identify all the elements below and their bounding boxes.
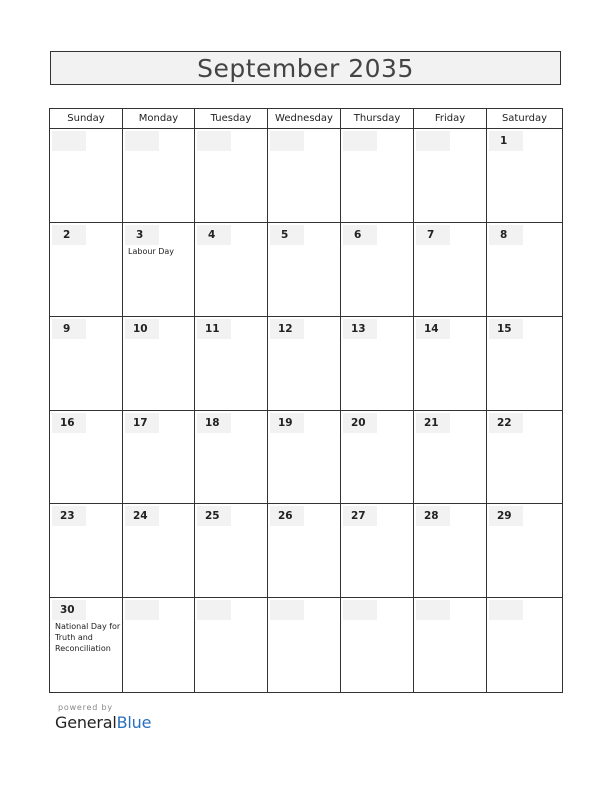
day-number — [125, 131, 159, 151]
day-number — [197, 600, 231, 620]
day-number — [197, 131, 231, 151]
day-number — [343, 131, 377, 151]
day-number: 30 — [52, 600, 86, 620]
day-number: 26 — [270, 506, 304, 526]
day-number — [270, 600, 304, 620]
calendar-grid — [49, 108, 563, 693]
day-cell[interactable] — [195, 317, 268, 411]
day-number: 12 — [270, 319, 304, 339]
calendar-title-box — [50, 51, 561, 85]
day-cell[interactable] — [123, 598, 195, 692]
day-cell[interactable] — [268, 411, 341, 505]
day-cell[interactable] — [341, 411, 414, 505]
day-number: 22 — [489, 413, 523, 433]
day-number: 27 — [343, 506, 377, 526]
day-cell[interactable] — [195, 129, 268, 223]
day-cell[interactable] — [341, 598, 414, 692]
day-cell[interactable] — [487, 504, 562, 598]
day-cell[interactable] — [50, 129, 123, 223]
day-cell[interactable] — [268, 504, 341, 598]
day-cell[interactable] — [414, 223, 487, 317]
day-cell[interactable] — [414, 129, 487, 223]
day-number: 5 — [270, 225, 304, 245]
day-number: 10 — [125, 319, 159, 339]
calendar-title: September 2035 — [197, 53, 414, 83]
day-number: 9 — [52, 319, 86, 339]
day-cell[interactable] — [268, 223, 341, 317]
day-number — [270, 131, 304, 151]
holiday-label: National Day for Truth and Reconciliation — [55, 622, 121, 654]
day-cell[interactable] — [50, 504, 123, 598]
day-number: 16 — [52, 413, 86, 433]
day-number: 4 — [197, 225, 231, 245]
weekday-header-monday: Monday — [123, 109, 195, 129]
day-number — [343, 600, 377, 620]
day-cell[interactable] — [123, 504, 195, 598]
day-number: 24 — [125, 506, 159, 526]
day-number — [416, 600, 450, 620]
weekday-header-friday: Friday — [414, 109, 487, 129]
day-number — [489, 600, 523, 620]
powered-by-text: powered by — [58, 703, 113, 712]
holiday-label: Labour Day — [128, 246, 175, 256]
day-number: 17 — [125, 413, 159, 433]
day-cell[interactable] — [414, 504, 487, 598]
day-cell[interactable] — [341, 317, 414, 411]
day-number: 13 — [343, 319, 377, 339]
day-cell[interactable] — [50, 317, 123, 411]
generalblue-logo[interactable] — [55, 713, 151, 732]
weekday-header-thursday: Thursday — [341, 109, 414, 129]
day-cell[interactable] — [50, 411, 123, 505]
day-number — [125, 600, 159, 620]
day-cell[interactable] — [487, 129, 562, 223]
day-number: 21 — [416, 413, 450, 433]
day-cell[interactable] — [268, 317, 341, 411]
day-cell[interactable] — [195, 598, 268, 692]
day-number: 18 — [197, 413, 231, 433]
day-number — [416, 131, 450, 151]
day-cell[interactable] — [414, 411, 487, 505]
day-cell[interactable] — [123, 411, 195, 505]
day-cell[interactable] — [50, 598, 123, 692]
day-number: 25 — [197, 506, 231, 526]
brand-blue: Blue — [116, 713, 152, 732]
day-cell[interactable] — [341, 223, 414, 317]
weekday-header-saturday: Saturday — [487, 109, 562, 129]
day-cell[interactable] — [195, 504, 268, 598]
day-number: 2 — [52, 225, 86, 245]
day-number: 19 — [270, 413, 304, 433]
day-number: 23 — [52, 506, 86, 526]
day-number: 15 — [489, 319, 523, 339]
day-cell[interactable] — [195, 411, 268, 505]
day-cell[interactable] — [487, 411, 562, 505]
day-cell[interactable] — [123, 317, 195, 411]
day-cell[interactable] — [487, 317, 562, 411]
day-cell[interactable] — [487, 223, 562, 317]
day-number: 3 — [125, 225, 159, 245]
day-cell[interactable] — [123, 223, 195, 317]
weekday-header-sunday: Sunday — [50, 109, 123, 129]
weekday-header-wednesday: Wednesday — [268, 109, 341, 129]
day-number: 7 — [416, 225, 450, 245]
day-number: 1 — [489, 131, 523, 151]
day-number: 11 — [197, 319, 231, 339]
day-number: 14 — [416, 319, 450, 339]
day-number — [52, 131, 86, 151]
weekday-header-tuesday: Tuesday — [195, 109, 268, 129]
day-number: 6 — [343, 225, 377, 245]
day-number: 20 — [343, 413, 377, 433]
day-cell[interactable] — [195, 223, 268, 317]
day-cell[interactable] — [487, 598, 562, 692]
day-cell[interactable] — [341, 129, 414, 223]
brand-general: General — [55, 713, 117, 732]
day-cell[interactable] — [414, 317, 487, 411]
day-cell[interactable] — [268, 129, 341, 223]
footer — [55, 703, 151, 732]
day-number: 29 — [489, 506, 523, 526]
day-cell[interactable] — [414, 598, 487, 692]
day-cell[interactable] — [341, 504, 414, 598]
day-number: 28 — [416, 506, 450, 526]
day-cell[interactable] — [123, 129, 195, 223]
day-cell[interactable] — [268, 598, 341, 692]
day-number: 8 — [489, 225, 523, 245]
day-cell[interactable] — [50, 223, 123, 317]
